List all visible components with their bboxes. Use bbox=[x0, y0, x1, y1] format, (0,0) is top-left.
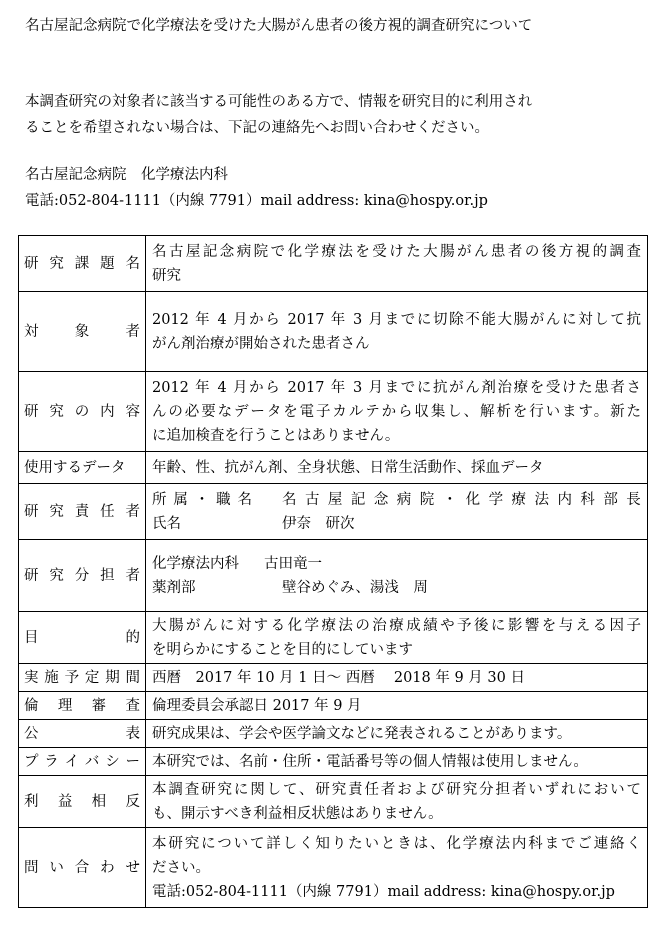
value-char: ・ bbox=[442, 492, 458, 508]
row-value bbox=[146, 540, 648, 612]
row-label bbox=[19, 692, 146, 720]
label-char: 研 bbox=[24, 503, 39, 520]
label-char: 名 bbox=[125, 255, 140, 272]
co-dept-value: 古田竜一 bbox=[264, 556, 322, 572]
value-char: 古 bbox=[304, 492, 320, 508]
value-line: 本研究について詳しく知りたいときは、化学療法内科までご連絡く bbox=[152, 836, 641, 852]
label-char: 倫 bbox=[24, 697, 39, 714]
row-value bbox=[146, 236, 648, 292]
row-value bbox=[146, 828, 648, 908]
label-char: の bbox=[74, 403, 90, 420]
row-label-text bbox=[24, 320, 140, 344]
label-char: 研 bbox=[24, 255, 39, 272]
value-line: 研究成果は、学会や医学論文などに発表されることがあります。 bbox=[152, 726, 572, 742]
label-char: 間 bbox=[125, 669, 140, 686]
table-row bbox=[19, 748, 648, 776]
value-char: 記 bbox=[350, 492, 366, 508]
label-char: 予 bbox=[64, 669, 80, 686]
table-row bbox=[19, 720, 648, 748]
row-label-text bbox=[24, 750, 140, 774]
label-char: 利 bbox=[24, 793, 39, 810]
label-char: 対 bbox=[24, 323, 39, 340]
page-title: 名古屋記念病院で化学療法を受けた大腸がん患者の後方視的調査研究について bbox=[25, 18, 533, 34]
row-value bbox=[146, 612, 648, 664]
row-label-text bbox=[24, 694, 140, 718]
label-char: バ bbox=[84, 753, 100, 770]
row-value bbox=[146, 484, 648, 540]
inquiry-phone-email: 電話:052-804-1111（内線 7791）mail address: kina@hospy.or.jp bbox=[152, 884, 615, 900]
value-char: 名 bbox=[237, 492, 252, 508]
table-row bbox=[19, 236, 648, 292]
notice-line: 本調査研究の対象者に該当する可能性のある方で、情報を研究目的に利用され bbox=[25, 94, 533, 110]
label-char: 者 bbox=[125, 503, 140, 520]
label-char: 期 bbox=[105, 669, 120, 686]
value-line: も、開示すべき利益相反状態はありません。 bbox=[152, 806, 443, 822]
pi-name-key: 氏名 bbox=[152, 516, 181, 532]
label-char: 実 bbox=[24, 669, 39, 686]
value-line: 倫理委員会承認日 2017 年 9 月 bbox=[152, 698, 362, 714]
row-value bbox=[146, 776, 648, 828]
row-value bbox=[146, 292, 648, 372]
label-char: プ bbox=[24, 753, 39, 770]
row-label-text bbox=[24, 722, 140, 746]
label-char: 課 bbox=[74, 255, 90, 272]
value-line: 2012 年 4 月から 2017 年 3 月までに切除不能大腸がんに対して抗 bbox=[152, 312, 641, 328]
pi-affiliation-key bbox=[152, 488, 252, 512]
row-label bbox=[19, 236, 146, 292]
row-value bbox=[146, 372, 648, 452]
co-dept-key: 化学療法内科 bbox=[152, 556, 239, 572]
label-char: 公 bbox=[24, 725, 39, 742]
row-label-text bbox=[24, 666, 140, 690]
table-row bbox=[19, 664, 648, 692]
value-char: 内 bbox=[557, 492, 572, 508]
row-value bbox=[146, 452, 648, 484]
value-line: に追加検査を行うことはありません。 bbox=[152, 428, 400, 444]
row-label bbox=[19, 776, 146, 828]
row-label-text bbox=[24, 564, 140, 588]
row-value bbox=[146, 692, 648, 720]
label-char: 反 bbox=[125, 793, 140, 810]
row-label bbox=[19, 452, 146, 484]
value-char: 所 bbox=[152, 492, 167, 508]
contact-phone-email: 電話:052-804-1111（内線 7791）mail address: kina@hospy.or.jp bbox=[25, 193, 488, 209]
label-char: 定 bbox=[84, 669, 100, 686]
label-char: 象 bbox=[74, 323, 90, 340]
co-pharm-key: 薬剤部 bbox=[152, 580, 196, 596]
label-char: シ bbox=[105, 753, 120, 770]
label-char: 目 bbox=[24, 629, 39, 646]
table-row bbox=[19, 292, 648, 372]
label-char: 容 bbox=[125, 403, 140, 420]
row-value bbox=[146, 664, 648, 692]
table-row bbox=[19, 692, 648, 720]
row-label bbox=[19, 540, 146, 612]
value-line: 西暦 2017 年 10 月 1 日～ 西暦 2018 年 9 月 30 日 bbox=[152, 670, 525, 686]
value-char: ・ bbox=[194, 492, 210, 508]
label-char: 相 bbox=[91, 793, 107, 810]
label-char: わ bbox=[100, 859, 115, 876]
value-char: 念 bbox=[373, 492, 389, 508]
label-char: 題 bbox=[100, 255, 115, 272]
value-line: 大腸がんに対する化学療法の治療成績や予後に影響を与える因子 bbox=[152, 618, 641, 634]
contact-block bbox=[25, 162, 488, 214]
label-char: イ bbox=[64, 753, 80, 770]
row-label bbox=[19, 748, 146, 776]
label-char: い bbox=[49, 859, 64, 876]
row-label bbox=[19, 372, 146, 452]
row-label bbox=[19, 612, 146, 664]
value-char: 屋 bbox=[327, 492, 343, 508]
row-value bbox=[146, 748, 648, 776]
label-char: ー bbox=[125, 753, 140, 770]
label-char: 合 bbox=[74, 859, 90, 876]
value-line: 名古屋記念病院で化学療法を受けた大腸がん患者の後方視的調査 bbox=[152, 244, 641, 260]
notice-line: ることを希望されない場合は、下記の連絡先へお問い合わせください。 bbox=[25, 120, 489, 136]
value-line: 年齢、性、抗がん剤、全身状態、日常生活動作、採血データ bbox=[152, 460, 544, 476]
study-info-table bbox=[18, 235, 648, 908]
value-char: 学 bbox=[488, 492, 504, 508]
label-char: 研 bbox=[24, 567, 39, 584]
value-char: 長 bbox=[626, 492, 641, 508]
label-char: 内 bbox=[100, 403, 115, 420]
value-char: 病 bbox=[396, 492, 412, 508]
table-row bbox=[19, 776, 648, 828]
value-char: 化 bbox=[465, 492, 481, 508]
label-char: 究 bbox=[49, 567, 64, 584]
label-char: 究 bbox=[49, 503, 64, 520]
row-label bbox=[19, 664, 146, 692]
label-char: 施 bbox=[44, 669, 59, 686]
label-char: 究 bbox=[49, 403, 64, 420]
label-char: せ bbox=[125, 859, 140, 876]
pi-name-value: 伊奈 研次 bbox=[282, 516, 355, 532]
table-row bbox=[19, 484, 648, 540]
label-char: 益 bbox=[57, 793, 73, 810]
row-label-text: 使用するデータ bbox=[24, 459, 126, 476]
notice-paragraph bbox=[25, 89, 625, 141]
label-char: 理 bbox=[57, 697, 73, 714]
row-label-text bbox=[24, 856, 140, 880]
table-row bbox=[19, 828, 648, 908]
pi-affiliation-value bbox=[282, 488, 641, 512]
value-line: 研究 bbox=[152, 268, 181, 284]
row-label-text bbox=[24, 252, 140, 276]
label-char: 審 bbox=[91, 697, 107, 714]
table-row bbox=[19, 452, 648, 484]
label-char: 者 bbox=[125, 323, 140, 340]
label-char: 責 bbox=[74, 503, 90, 520]
value-char: 院 bbox=[419, 492, 435, 508]
label-char: 表 bbox=[125, 725, 140, 742]
label-char: 担 bbox=[100, 567, 115, 584]
value-line: を明らかにすることを目的にしています bbox=[152, 642, 413, 658]
row-value bbox=[146, 720, 648, 748]
label-char: 者 bbox=[125, 567, 140, 584]
value-line: がん剤治療が開始された患者さん bbox=[152, 336, 370, 352]
value-line: ださい。 bbox=[152, 860, 210, 876]
row-label bbox=[19, 720, 146, 748]
value-char: 療 bbox=[511, 492, 527, 508]
label-char: 分 bbox=[74, 567, 90, 584]
value-char: 名 bbox=[282, 492, 297, 508]
label-char: 的 bbox=[125, 629, 140, 646]
value-char: 職 bbox=[216, 492, 231, 508]
value-line: 本研究では、名前・住所・電話番号等の個人情報は使用しません。 bbox=[152, 754, 588, 770]
label-char: 究 bbox=[49, 255, 64, 272]
row-label-text bbox=[24, 790, 140, 814]
value-char: 科 bbox=[580, 492, 595, 508]
table-row bbox=[19, 372, 648, 452]
row-label-text bbox=[24, 400, 140, 424]
table-row bbox=[19, 612, 648, 664]
contact-department: 名古屋記念病院 化学療法内科 bbox=[25, 167, 228, 183]
value-line: んの必要なデータを電子カルテから収集し、解析を行います。新た bbox=[152, 404, 641, 420]
value-char: 部 bbox=[603, 492, 618, 508]
row-label-text bbox=[24, 626, 140, 650]
label-char: ラ bbox=[44, 753, 59, 770]
co-pharm-value: 壁谷めぐみ、湯浅 周 bbox=[282, 580, 428, 596]
row-label bbox=[19, 484, 146, 540]
row-label bbox=[19, 828, 146, 908]
row-label bbox=[19, 292, 146, 372]
label-char: 査 bbox=[125, 697, 140, 714]
label-char: 問 bbox=[24, 859, 39, 876]
row-label-text bbox=[24, 500, 140, 524]
label-char: 研 bbox=[24, 403, 39, 420]
table-row bbox=[19, 540, 648, 612]
value-char: 属 bbox=[173, 492, 188, 508]
value-line: 2012 年 4 月から 2017 年 3 月までに抗がん剤治療を受けた患者さ bbox=[152, 380, 641, 396]
label-char: 任 bbox=[100, 503, 115, 520]
value-line: 本調査研究に関して、研究責任者および研究分担者いずれにおいて bbox=[152, 782, 641, 798]
value-char: 法 bbox=[534, 492, 549, 508]
